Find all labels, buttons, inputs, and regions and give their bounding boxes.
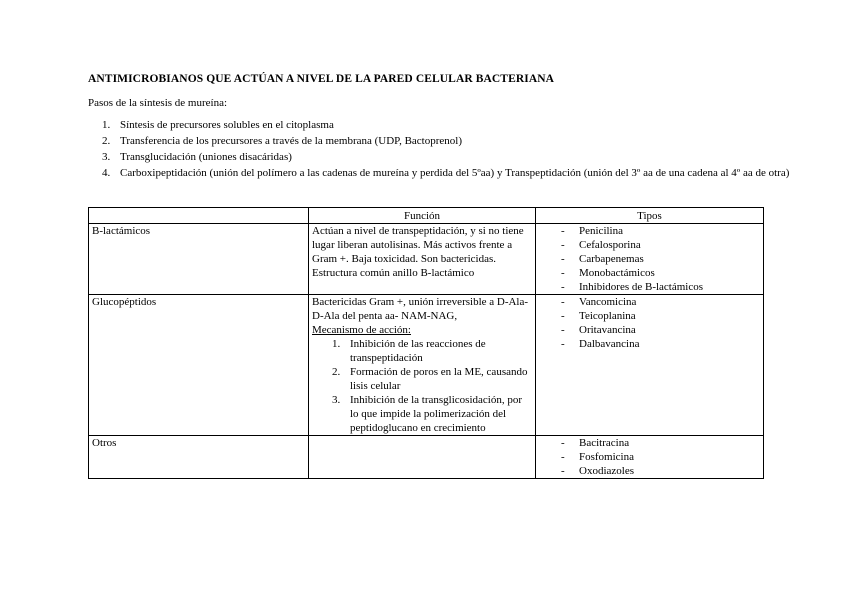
types-list [539,224,760,294]
list-number: 2. [332,366,341,378]
list-item-text: Transglucidación (uniones disacáridas) [120,151,292,163]
list-number: 1. [332,338,341,350]
list-number: 4. [102,167,111,179]
types-cell [536,224,764,295]
list-item [102,150,800,164]
antimicrobials-table [88,207,764,479]
types-list [539,436,760,478]
row-name-cell [89,295,309,436]
table-row [89,436,764,479]
list-item-text: Transferencia de los precursores a través de la membrana (UDP, Bactoprenol) [120,135,462,147]
list-item-text: Formación de poros en la ME, causando lisis celular [350,366,528,392]
list-number: 3. [102,151,111,163]
list-item: - Bacitracina [561,436,760,450]
list-number: 3. [332,394,341,406]
function-cell [309,436,536,479]
list-item [332,365,532,393]
list-number: 1. [102,119,111,131]
list-item: - Oritavancina [561,323,760,337]
list-item-text: Inhibición de las reacciones de transpeptidación [350,338,486,364]
row-name-cell [89,224,309,295]
list-number: 2. [102,135,111,147]
row-name-cell [89,436,309,479]
function-text: Bactericidas Gram +, unión irreversible a D-Ala-D-Ala del penta aa- NAM-NAG, [312,296,529,322]
types-list [539,295,760,351]
mechanism-label: Mecanismo de acción: [312,324,411,336]
row-name: Otros [92,437,117,449]
list-item: - Vancomicina [561,295,760,309]
list-item: - Oxodiazoles [561,464,760,478]
list-item: - Dalbavancina [561,337,760,351]
list-item [102,118,800,132]
list-item-text: Inhibición de la transglicosidación, por lo que impide la polimerización del peptidoglucano en crecimiento [350,394,522,434]
list-item [332,337,532,365]
list-item-text: Síntesis de precursores solubles en el citoplasma [120,119,334,131]
list-item: - Teicoplanina [561,309,760,323]
list-item: - Monobactámicos [561,266,760,280]
list-item: - Carbapenemas [561,252,760,266]
header-name [89,208,309,224]
row-name: B-lactámicos [92,225,151,237]
list-item: - Penicilina [561,224,760,238]
table-row [89,295,764,436]
function-text: Actúan a nivel de transpeptidación, y si no tiene lugar liberan autolisinas. Más activos frente a Gram +. Baja toxicidad. Son bactericidas. [312,225,524,265]
list-item: - Cefalosporina [561,238,760,252]
function-text: Estructura común anillo B-lactámico [312,267,475,279]
function-cell [309,295,536,436]
list-item-text: Carboxipeptidación (unión del polímero a las cadenas de mureína y perdida del 5ºaa) y Transpeptidación (unión del 3º aa de una cadena al 4º aa de otra) [120,167,790,179]
function-cell [309,224,536,295]
list-item [102,134,800,148]
header-function: Función [309,208,536,224]
list-item [102,166,800,180]
synthesis-steps-list [88,118,800,182]
row-name: Glucopéptidos [92,296,157,308]
list-item [332,393,532,435]
list-item: - Fosfomicina [561,450,760,464]
mechanism-list [312,337,532,435]
table-header-row [89,208,764,224]
types-cell [536,295,764,436]
types-cell [536,436,764,479]
list-item: - Inhibidores de B-lactámicos [561,280,760,294]
document-title: ANTIMICROBIANOS QUE ACTÚAN A NIVEL DE LA PARED CELULAR BACTERIANA [88,73,555,85]
header-types: Tipos [536,208,764,224]
intro-text: Pasos de la síntesis de mureína: [88,97,228,109]
table-row [89,224,764,295]
